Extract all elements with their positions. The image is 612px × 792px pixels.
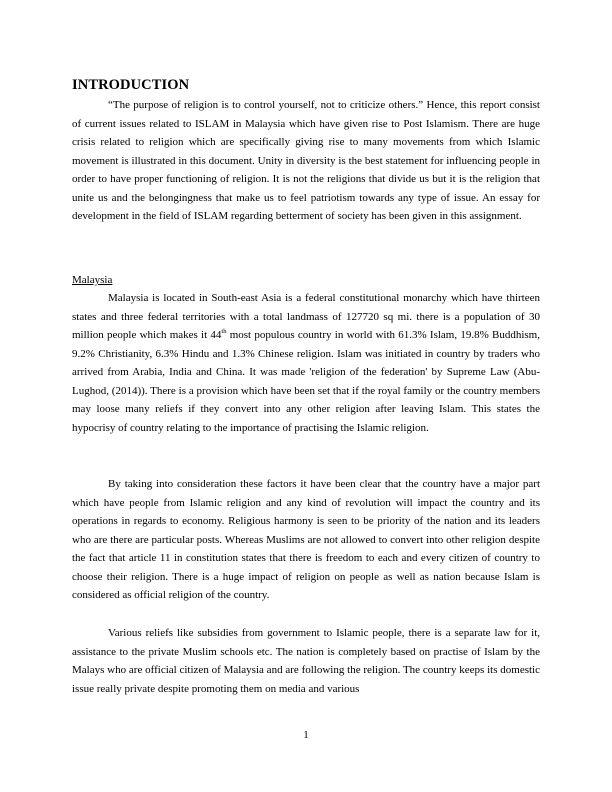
section-heading: INTRODUCTION: [72, 77, 190, 93]
intro-paragraph: “The purpose of religion is to control yourself, not to criticize others.” Hence, this report consist of current issues related to ISLAM in Malaysia which have given rise to Post Islamism. There are huge crisis related to religion which are specifically giving rise to many movements from which Islamic movement is illustrated in this document. Unity in diversity is the best statement for influencing people in order to have proper functioning of religion. It is not the religions that divide us but it is the religion that unite us and the belongingness that make us to feel patriotism towards any type of issue. An essay for development in the field of ISLAM regarding betterment of society has been given in this assignment.: [72, 99, 540, 222]
subsection-heading: Malaysia: [72, 274, 113, 286]
malaysia-paragraph-2: By taking into consideration these factors it have been clear that the country have a major part which have people from Islamic religion and any kind of revolution will impact the country and its operations in regards to economy. Religious harmony is seen to be priority of the nation and its leaders who are there are particular posts. Whereas Muslims are not allowed to convert into other religion despite the fact that article 11 in constitution states that there is freedom to each and every citizen of country to choose their religion. There is a huge impact of religion on people as well as nation because Islam is considered as official religion of the country.: [72, 478, 540, 601]
ordinal-suffix: th: [221, 328, 227, 335]
paragraph-text: Malaysia is located in South-east Asia is a federal constitutional monarchy which have thirteen states and three federal territories with a total landmass of 127720 sq mi. there is a population of 30 million people which makes it 44: [72, 292, 540, 341]
page-number: 1: [303, 729, 309, 741]
malaysia-paragraph-3: Various reliefs like subsidies from government to Islamic people, there is a separate law for it, assistance to the private Muslim schools etc. The nation is completely based on practise of Islam by the Malays who are official citizen of Malaysia and are following the religion. The country keeps its domestic issue really private despite promoting them on media and various: [72, 627, 540, 695]
paragraph-text: most populous country in world with 61.3% Islam, 19.8% Buddhism, 9.2% Christianity, 6.3% Hindu and 1.3% Chinese religion. Islam was initiated in country by traders who arrived from Arabia, India and China. It was made 'religion of the federation' by Supreme Law (Abu-Lughod, (2014)). There is a provision which have been set that if the royal family or the country members may loose many reliefs if they convert into any other religion after leaving Islam. This states the hypocrisy of country relating to the importance of practising the Islamic religion.: [72, 329, 540, 434]
malaysia-paragraph-1: [72, 289, 540, 437]
